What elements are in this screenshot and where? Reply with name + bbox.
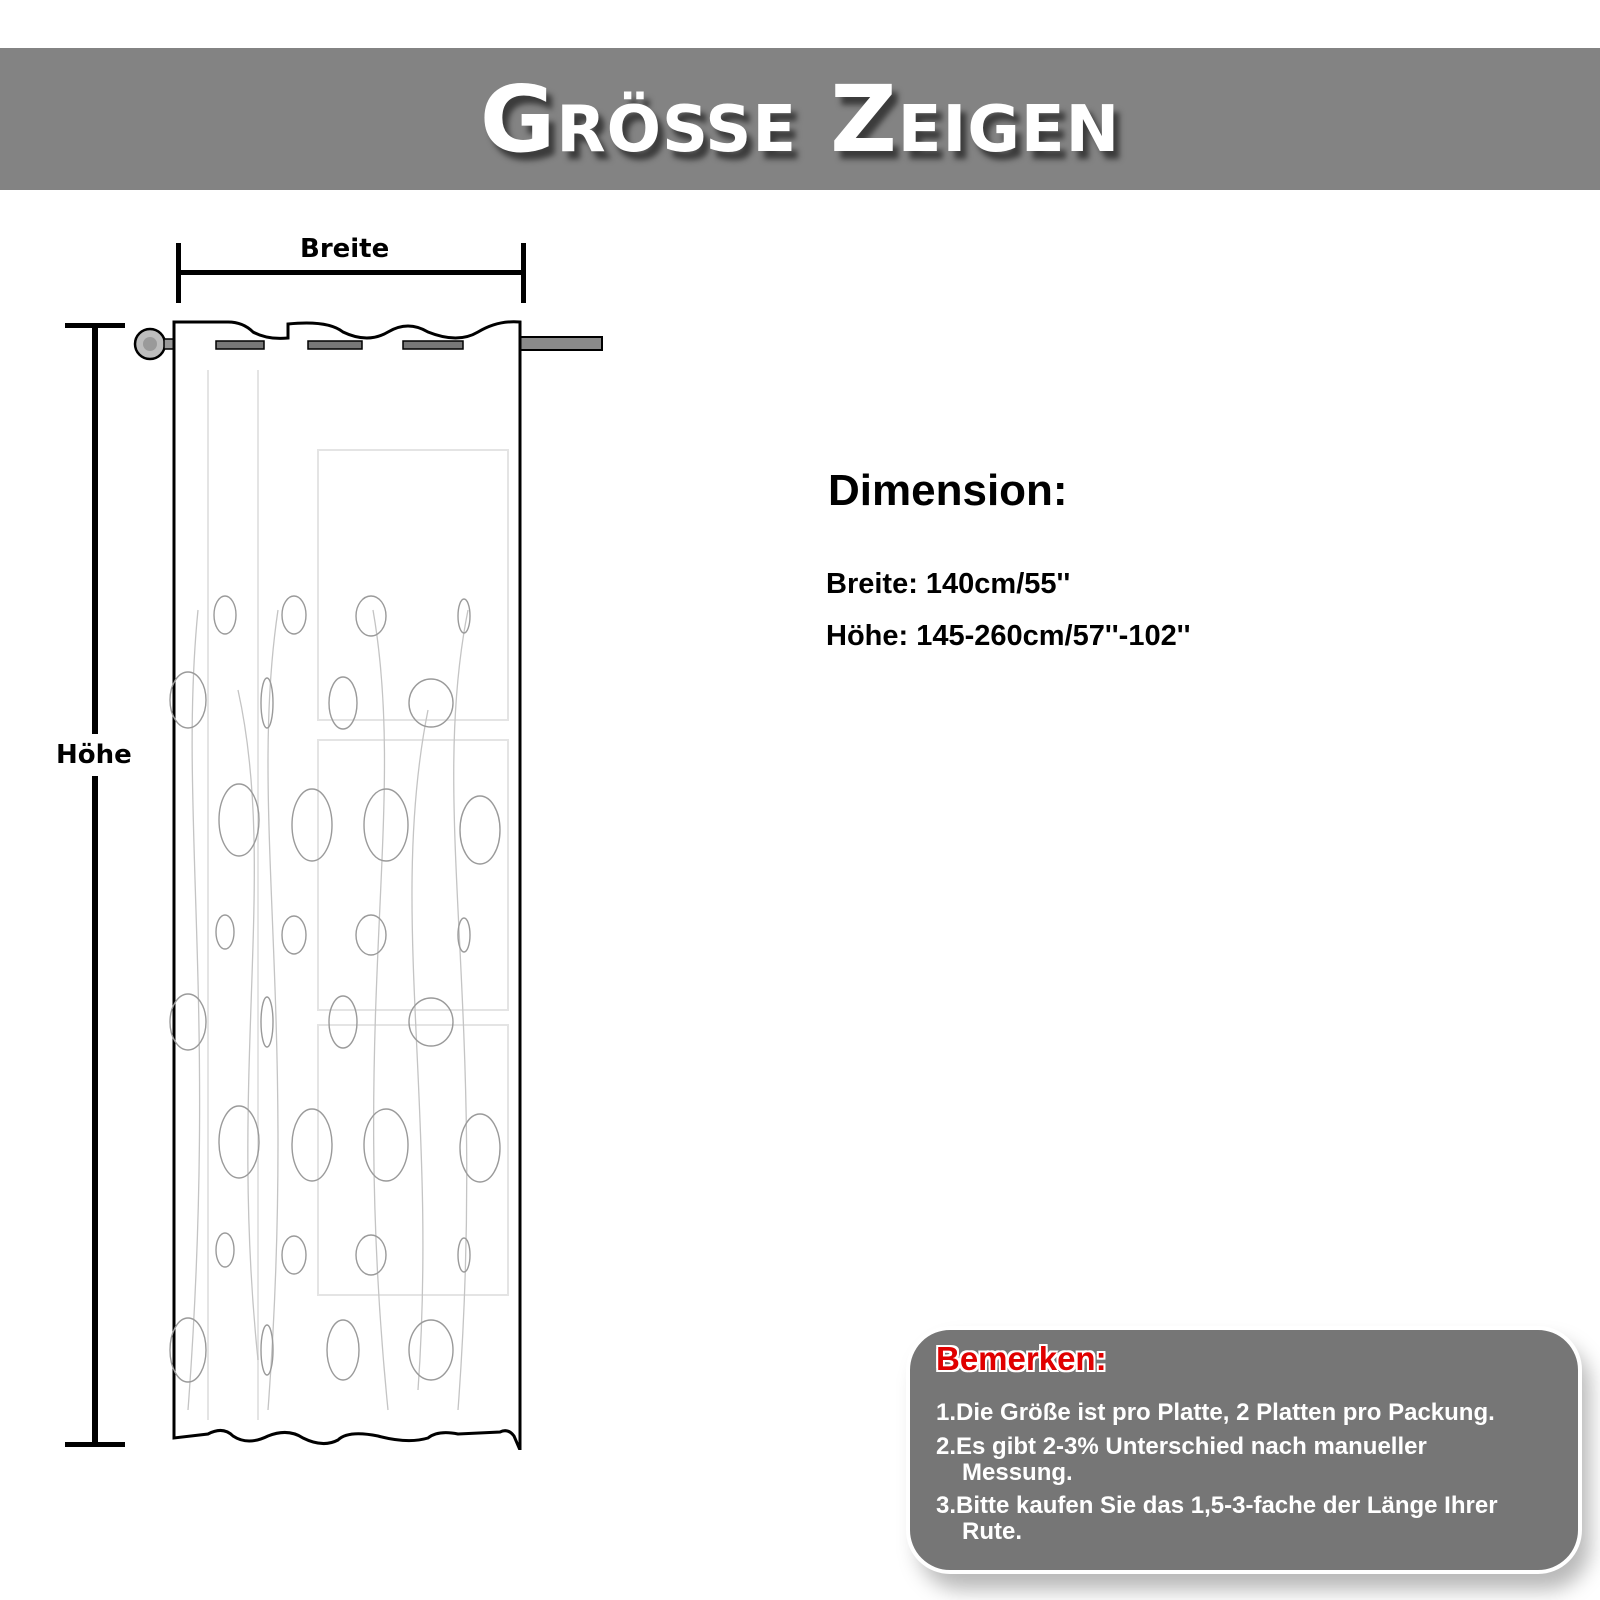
width-line — [178, 270, 524, 275]
notes-box — [906, 1326, 1582, 1574]
note-3-continuation: Rute. — [962, 1518, 1022, 1545]
height-value: Höhe: 145-260cm/57''-102'' — [826, 620, 1191, 652]
width-value: Breite: 140cm/55'' — [826, 568, 1071, 600]
dimension-heading: Dimension: — [828, 466, 1068, 515]
note-item — [936, 1400, 1495, 1426]
curtain-illustration — [128, 310, 608, 1450]
notes-title: Bemerken: — [936, 1340, 1107, 1377]
note-2-text: 2.Es gibt 2-3% Unterschied nach manueller — [936, 1433, 1427, 1460]
note-1-text: 1.Die Größe ist pro Platte, 2 Platten pro Packung. — [936, 1399, 1495, 1426]
note-3-text: 3.Bitte kaufen Sie das 1,5-3-fache der Länge Ihrer — [936, 1492, 1498, 1519]
height-label: Höhe — [56, 734, 132, 776]
width-label: Breite — [300, 234, 390, 264]
page-title: Größe Zeigen — [479, 65, 1121, 173]
note-item — [936, 1434, 1427, 1486]
curtain-rod — [518, 337, 602, 350]
height-line — [92, 325, 98, 1445]
note-2-continuation: Messung. — [962, 1459, 1073, 1486]
title-banner — [0, 48, 1600, 190]
note-item — [936, 1493, 1498, 1545]
